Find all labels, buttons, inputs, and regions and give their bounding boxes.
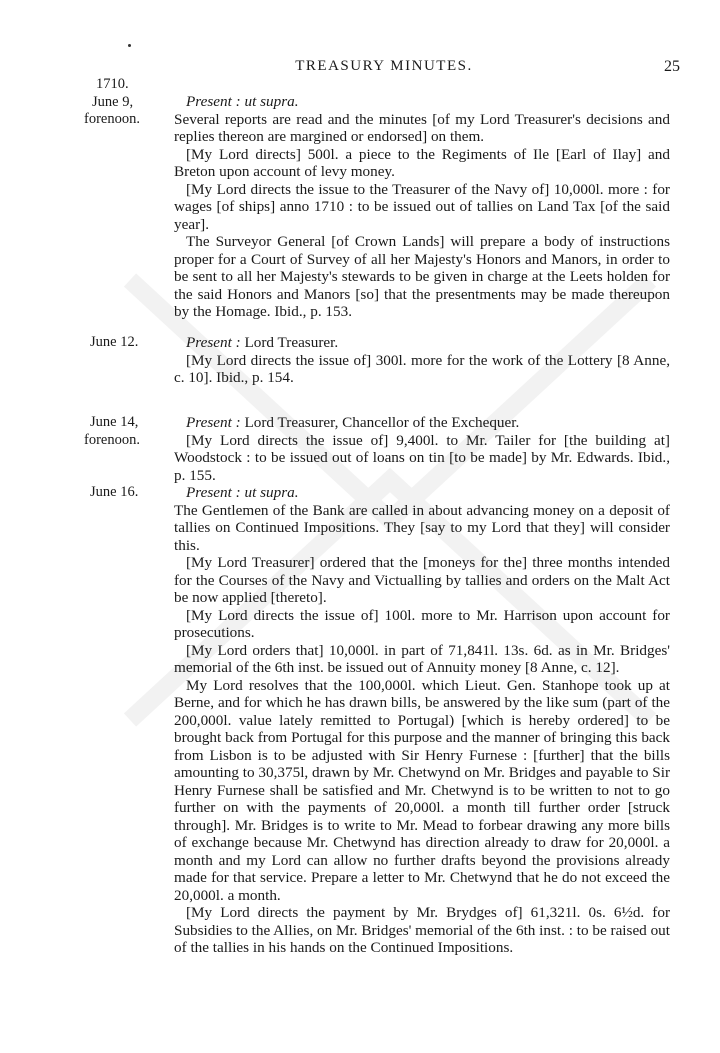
present-label: Present : [186,334,241,351]
page-mark [128,44,131,47]
present-label: Present : [186,484,241,501]
margin-day: June 9, [92,93,134,110]
page-number: 25 [664,58,680,75]
present-value: Lord Treasurer. [244,334,339,351]
minute-paragraph: My Lord resolves that the 100,000l. which Lieut. Gen. Stanhope took up at Berne, and for which he has drawn bills, be answered by the like sum (part of the 200,000l. value lately remitted to Portugal) [which is hereby ordered] to be brought back from Portugal for this purpose and the manner of bringing this back from Lisbon is to be adjusted with Sir Henry Furnese : [further] that the bills amounting to 30,375l, drawn by Mr. Chetwynd on Mr. Bridges and payable to Sir Henry Furnese shall be satisfied and Mr. Chetwynd is to be written to not to go further on with the payments of 20,000l. a month till further order [struck through]. Mr. Bridges is to write to Mr. Mead to forbear drawing any more bills of exchange because Mr. Chetwynd has direction already to draw for 20,000l. a month and my Lord can allow no further drafts beyond the provisions already made for that service. Prepare a letter to Mr. Chetwynd that he do not exceed the 20,000l. a month. [174,676,670,904]
minute-paragraph: Several reports are read and the minutes [of my Lord Treasurer's decisions and replies thereon are margined or endorsed] on them. [174,110,670,145]
margin-date [84,76,168,129]
minute-paragraph: [My Lord orders that] 10,000l. in part of 71,841l. 13s. 6d. as in Mr. Bridges' memorial of the 6th inst. be issued out of Annuity money [8 Anne, c. 12]. [174,641,670,676]
minute-paragraph: [My Lord directs the issue to the Treasurer of the Navy of] 10,000l. more : for wages [of ships] anno 1710 : to be issued out of tallies on Land Tax [of the said year]. [174,180,670,233]
minute-paragraph: [My Lord directs the payment by Mr. Brydges of] 61,321l. 0s. 6½d. for Subsidies to the Allies, on Mr. Bridges' memorial of the 6th inst. : to be raised out of the tallies in his hands on the Continued Impositions. [174,904,670,956]
entry-body [174,93,670,321]
margin-session: forenoon. [84,431,140,448]
present-value: ut supra. [244,93,299,110]
minute-paragraph: [My Lord directs the issue of] 100l. more to Mr. Harrison upon account for prosecutions. [174,606,670,641]
present-line [174,93,670,111]
entry-body [174,334,670,387]
minute-paragraph: [My Lord Treasurer] ordered that the [moneys for the] three months intended for the Courses of the Navy and Victualling by tallies and orders on the Malt Act be now applied [thereto]. [174,554,670,606]
present-value: ut supra. [244,484,299,501]
running-header [88,58,680,80]
margin-year: 1710. [96,76,129,92]
present-line [174,484,670,502]
margin-day: June 12. [90,334,139,350]
entry-body [174,414,670,484]
present-line [174,334,670,352]
margin-session: forenoon. [84,111,140,127]
running-title: TREASURY MINUTES. [295,58,473,74]
present-line [174,414,670,432]
minute-paragraph: [My Lord directs] 500l. a piece to the Regiments of Ile [Earl of Ilay] and Breton upon account of levy money. [174,145,670,180]
present-label: Present : [186,93,241,110]
minute-paragraph: The Surveyor General [of Crown Lands] will prepare a body of instructions proper for a Court of Survey of all her Majesty's Honors and Manors, in order to be sent to all her Majesty's stewards to be given in charge at the Leets holden for the said Honors and Manors [so] that the presentments may be made thereupon by the Homage. Ibid., p. 153. [174,233,670,320]
present-label: Present : [186,414,241,431]
minute-paragraph: [My Lord directs the issue of] 9,400l. to Mr. Tailer for [the building at] Woodstock : to be issued out of loans on tin [to be made] by Mr. Edwards. Ibid., p. 155. [174,431,670,484]
minute-paragraph: [My Lord directs the issue of] 300l. more for the work of the Lottery [8 Anne, c. 10]. Ibid., p. 154. [174,351,670,386]
present-value: Lord Treasurer, Chancellor of the Exchequer. [244,414,520,431]
minute-paragraph: The Gentlemen of the Bank are called in about advancing money on a deposit of tallies on Continued Impositions. They [say to my Lord that they] will consider this. [174,501,670,554]
margin-day: June 16. [90,484,139,500]
margin-day: June 14, [90,414,139,430]
entry-body [174,484,670,957]
margin-date [84,414,168,449]
